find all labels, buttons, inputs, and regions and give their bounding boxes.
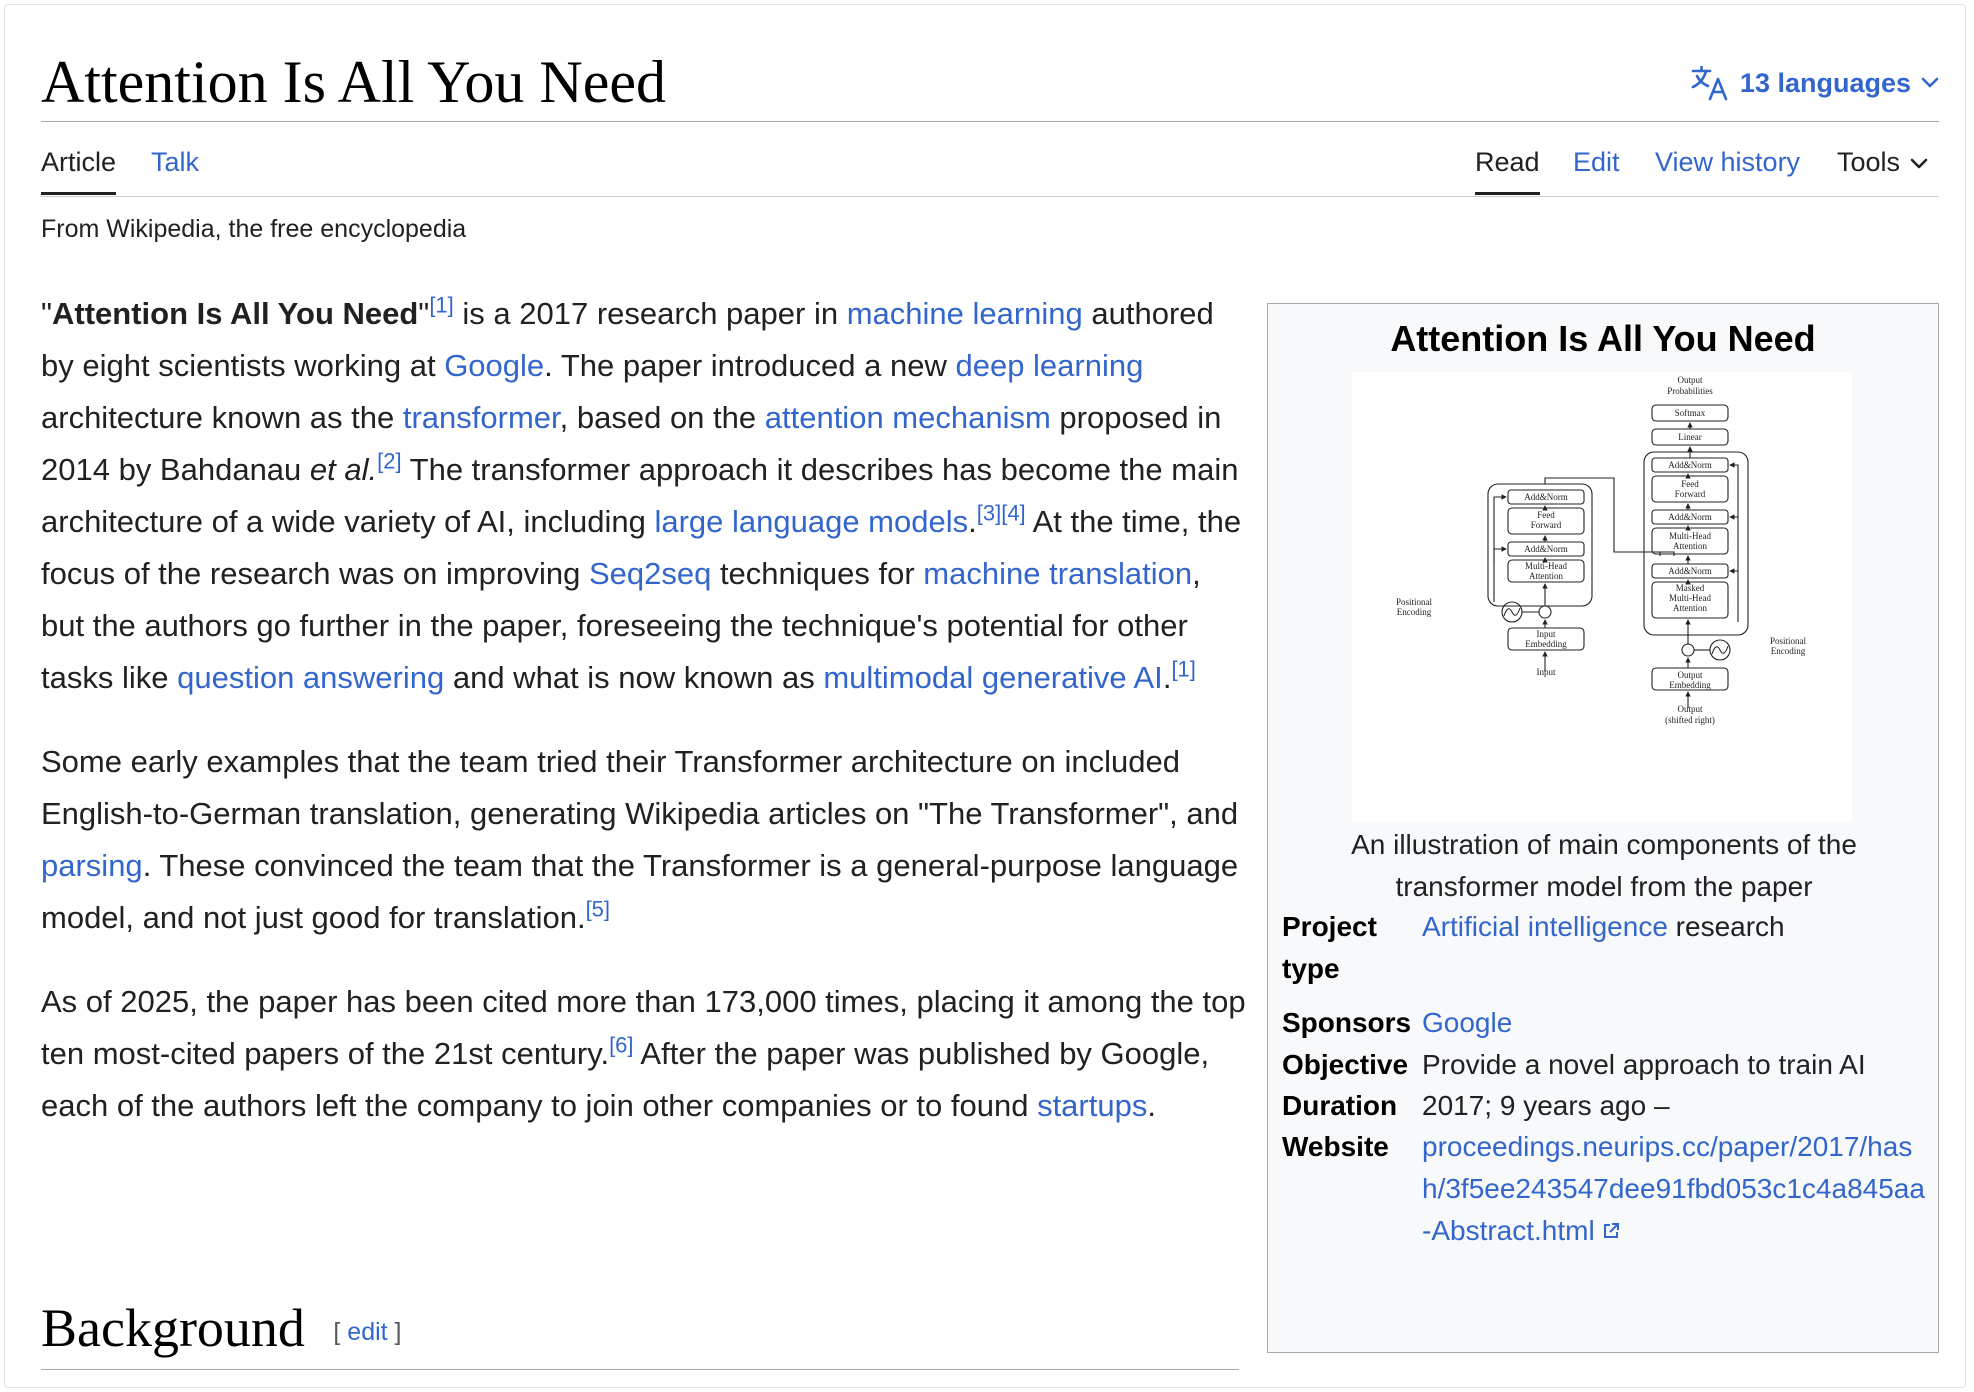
language-selector-button[interactable] — [1690, 63, 1939, 103]
text: . — [1147, 1088, 1156, 1123]
infobox-value — [1422, 1126, 1926, 1253]
infobox-title: Attention Is All You Need — [1390, 318, 1816, 359]
link-deep-learning[interactable]: deep learning — [955, 348, 1144, 383]
diagram-label: Embedding — [1669, 680, 1711, 690]
text: authored by eight scientists working at — [41, 296, 1214, 383]
text: . — [968, 504, 977, 539]
diagram-label: Feed — [1537, 510, 1555, 520]
section-edit-wrapper — [333, 1318, 401, 1347]
text: and what is now known as — [444, 660, 824, 695]
tools-menu-button[interactable] — [1837, 122, 1928, 194]
diagram-label: Input — [1536, 629, 1556, 639]
infobox-value — [1422, 1002, 1926, 1044]
diagram-label: Multi-Head — [1669, 593, 1711, 603]
diagram-label: Add&Norm — [1668, 566, 1712, 576]
et-al: et al. — [309, 452, 378, 487]
paragraph-citations — [41, 976, 1251, 1132]
translate-icon — [1690, 65, 1730, 101]
diagram-label: Positional — [1769, 636, 1807, 646]
diagram-label: Embedding — [1525, 639, 1567, 649]
text: . — [1162, 660, 1172, 695]
text: . These convinced the team that the Transformer is a general-purpose language model, and not just good for translation. — [41, 848, 1239, 935]
infobox-value — [1422, 906, 1926, 948]
infobox-label: Sponsors — [1282, 1007, 1412, 1038]
link-parsing[interactable]: parsing — [41, 848, 143, 883]
citation-link[interactable]: [6] — [609, 1032, 634, 1058]
infobox-value: Provide a novel approach to train AI — [1422, 1049, 1866, 1080]
transformer-architecture-diagram[interactable] — [1352, 372, 1852, 822]
bracket: ] — [387, 1318, 402, 1346]
section-title: Background — [41, 1298, 305, 1358]
link-machine-translation[interactable]: machine translation — [923, 556, 1193, 591]
link-google[interactable]: Google — [444, 348, 545, 383]
tab-article[interactable]: Article — [41, 122, 116, 195]
diagram-label: Probabilities — [1667, 386, 1713, 396]
tab-view-history[interactable]: View history — [1655, 147, 1801, 177]
diagram-label: Linear — [1678, 432, 1702, 442]
section-edit-link[interactable]: edit — [347, 1318, 388, 1346]
link-machine-learning[interactable]: machine learning — [846, 296, 1083, 331]
diagram-label: Softmax — [1674, 408, 1706, 418]
text: , but the authors go further in the paper, foreseeing the technique's potential for other tasks like — [41, 556, 1201, 695]
page-tabs — [41, 122, 1939, 197]
infobox-caption: An illustration of main components of the transformer model from the paper — [1351, 829, 1857, 902]
diagram-label: Add&Norm — [1668, 512, 1712, 522]
bold-title: Attention Is All You Need — [52, 296, 419, 331]
diagram-label: Forward — [1530, 520, 1562, 530]
citation-link[interactable]: [5] — [585, 896, 611, 922]
link-attention-mechanism[interactable]: attention mechanism — [764, 400, 1051, 435]
language-count-label: 13 languages — [1739, 67, 1911, 98]
infobox-label: Website — [1282, 1131, 1389, 1162]
link-sponsor-google[interactable]: Google — [1422, 1007, 1513, 1038]
title-row — [41, 45, 1939, 122]
text: is a 2017 research paper in — [453, 296, 847, 331]
article-body — [41, 288, 1251, 1164]
text: The transformer approach it describes has become the main architecture of a wide variety of AI, including — [41, 452, 1239, 539]
text: proposed in 2014 by Bahdanau — [41, 400, 1222, 487]
diagram-label: Output — [1677, 375, 1703, 385]
diagram-label: Feed — [1681, 479, 1699, 489]
chevron-down-icon — [1921, 77, 1939, 89]
text: . The paper introduced a new — [544, 348, 956, 383]
citation-link[interactable]: [1] — [429, 292, 454, 318]
text: Some early examples that the team tried their Transformer architecture on included English-to-German translation, generating Wikipedia articles on "The Transformer", and — [41, 744, 1239, 831]
diagram-label: Attention — [1673, 541, 1707, 551]
link-startups[interactable]: startups — [1037, 1088, 1148, 1123]
page-title: Attention Is All You Need — [41, 49, 667, 115]
citation-link[interactable]: [4] — [1001, 500, 1026, 526]
tools-label: Tools — [1837, 147, 1901, 177]
diagram-label: (shifted right) — [1665, 715, 1715, 725]
infobox-value: 2017; 9 years ago – — [1422, 1090, 1670, 1121]
diagram-label: Input — [1536, 667, 1556, 677]
diagram-label: Encoding — [1770, 646, 1806, 656]
citation-link[interactable]: [3] — [976, 500, 1002, 526]
link-large-language-models[interactable]: large language models — [654, 504, 969, 539]
diagram-label: Multi-Head — [1525, 561, 1567, 571]
diagram-label: Add&Norm — [1668, 460, 1712, 470]
diagram-label: Output — [1677, 670, 1703, 680]
link-transformer[interactable]: transformer — [402, 400, 560, 435]
text: research — [1667, 911, 1785, 942]
text: techniques for — [711, 556, 924, 591]
diagram-label: Forward — [1674, 489, 1706, 499]
tab-read[interactable]: Read — [1475, 122, 1540, 195]
text: As of 2025, the paper has been cited more than 173,000 times, placing it among the top ten most-cited papers of the 21st century. — [41, 984, 1246, 1071]
diagram-label: Encoding — [1396, 607, 1432, 617]
text: architecture known as the — [41, 400, 403, 435]
link-multimodal-generative-ai[interactable]: multimodal generative AI — [823, 660, 1163, 695]
website-link[interactable] — [1422, 1131, 1925, 1246]
infobox-label: Objective — [1282, 1049, 1409, 1080]
diagram-label: Attention — [1529, 571, 1563, 581]
section-heading-background — [41, 1287, 1239, 1370]
bracket: [ — [333, 1318, 348, 1346]
link-question-answering[interactable]: question answering — [177, 660, 445, 695]
diagram-label: Add&Norm — [1524, 544, 1568, 554]
infobox — [1267, 303, 1939, 1353]
website-url: proceedings.neurips.cc/paper/2017/hash/3f5ee243547dee91fbd053c1c4a845aa-Abstract.html — [1422, 1131, 1925, 1246]
tab-edit[interactable]: Edit — [1573, 147, 1620, 177]
link-artificial-intelligence[interactable]: Artificial intelligence — [1422, 911, 1668, 942]
diagram-label: Output — [1677, 704, 1703, 714]
paragraph-intro: "Attention Is All You Need"[1] is a 2017 research paper in machine learning authored by eight scientists working at Google. The paper introduced a new deep learning architecture known as the transformer, based on the attention mechanism proposed in 2014 by Bahdanau et al.[2] The transformer approach it describes has become the main architecture of a wide variety of AI, including large language models.[3][4] At the time, the focus of the research was on improving Seq2seq techniques for machine translation, but the authors go further in the paper, foreseeing the technique's potential for other tasks like question answering and what is now known as multimodal generative AI.[1] — [41, 292, 1242, 695]
diagram-label: Multi-Head — [1669, 531, 1711, 541]
diagram-label: Positional — [1395, 597, 1433, 607]
infobox-label: Project type — [1282, 911, 1377, 984]
diagram-label: Add&Norm — [1524, 492, 1568, 502]
link-seq2seq[interactable]: Seq2seq — [588, 556, 712, 591]
infobox-label: Duration — [1282, 1090, 1398, 1121]
site-tagline: From Wikipedia, the free encyclopedia — [41, 215, 467, 243]
page-frame — [4, 4, 1966, 1388]
diagram-label: Masked — [1675, 583, 1705, 593]
chevron-down-icon — [1910, 121, 1928, 201]
infobox-row-project-type — [1282, 906, 1926, 990]
external-link-icon — [1601, 1211, 1621, 1253]
text: , based on the — [559, 400, 765, 435]
tab-talk[interactable]: Talk — [151, 147, 200, 177]
citation-link[interactable]: [1] — [1171, 656, 1196, 682]
text: After the paper was published by Google, each of the authors left the company to join other companies or to found — [41, 1036, 1210, 1123]
diagram-label: Attention — [1673, 603, 1707, 613]
text: At the time, the focus of the research was on improving — [41, 504, 1242, 591]
paragraph-examples — [41, 736, 1251, 944]
citation-link[interactable]: [2] — [377, 448, 402, 474]
